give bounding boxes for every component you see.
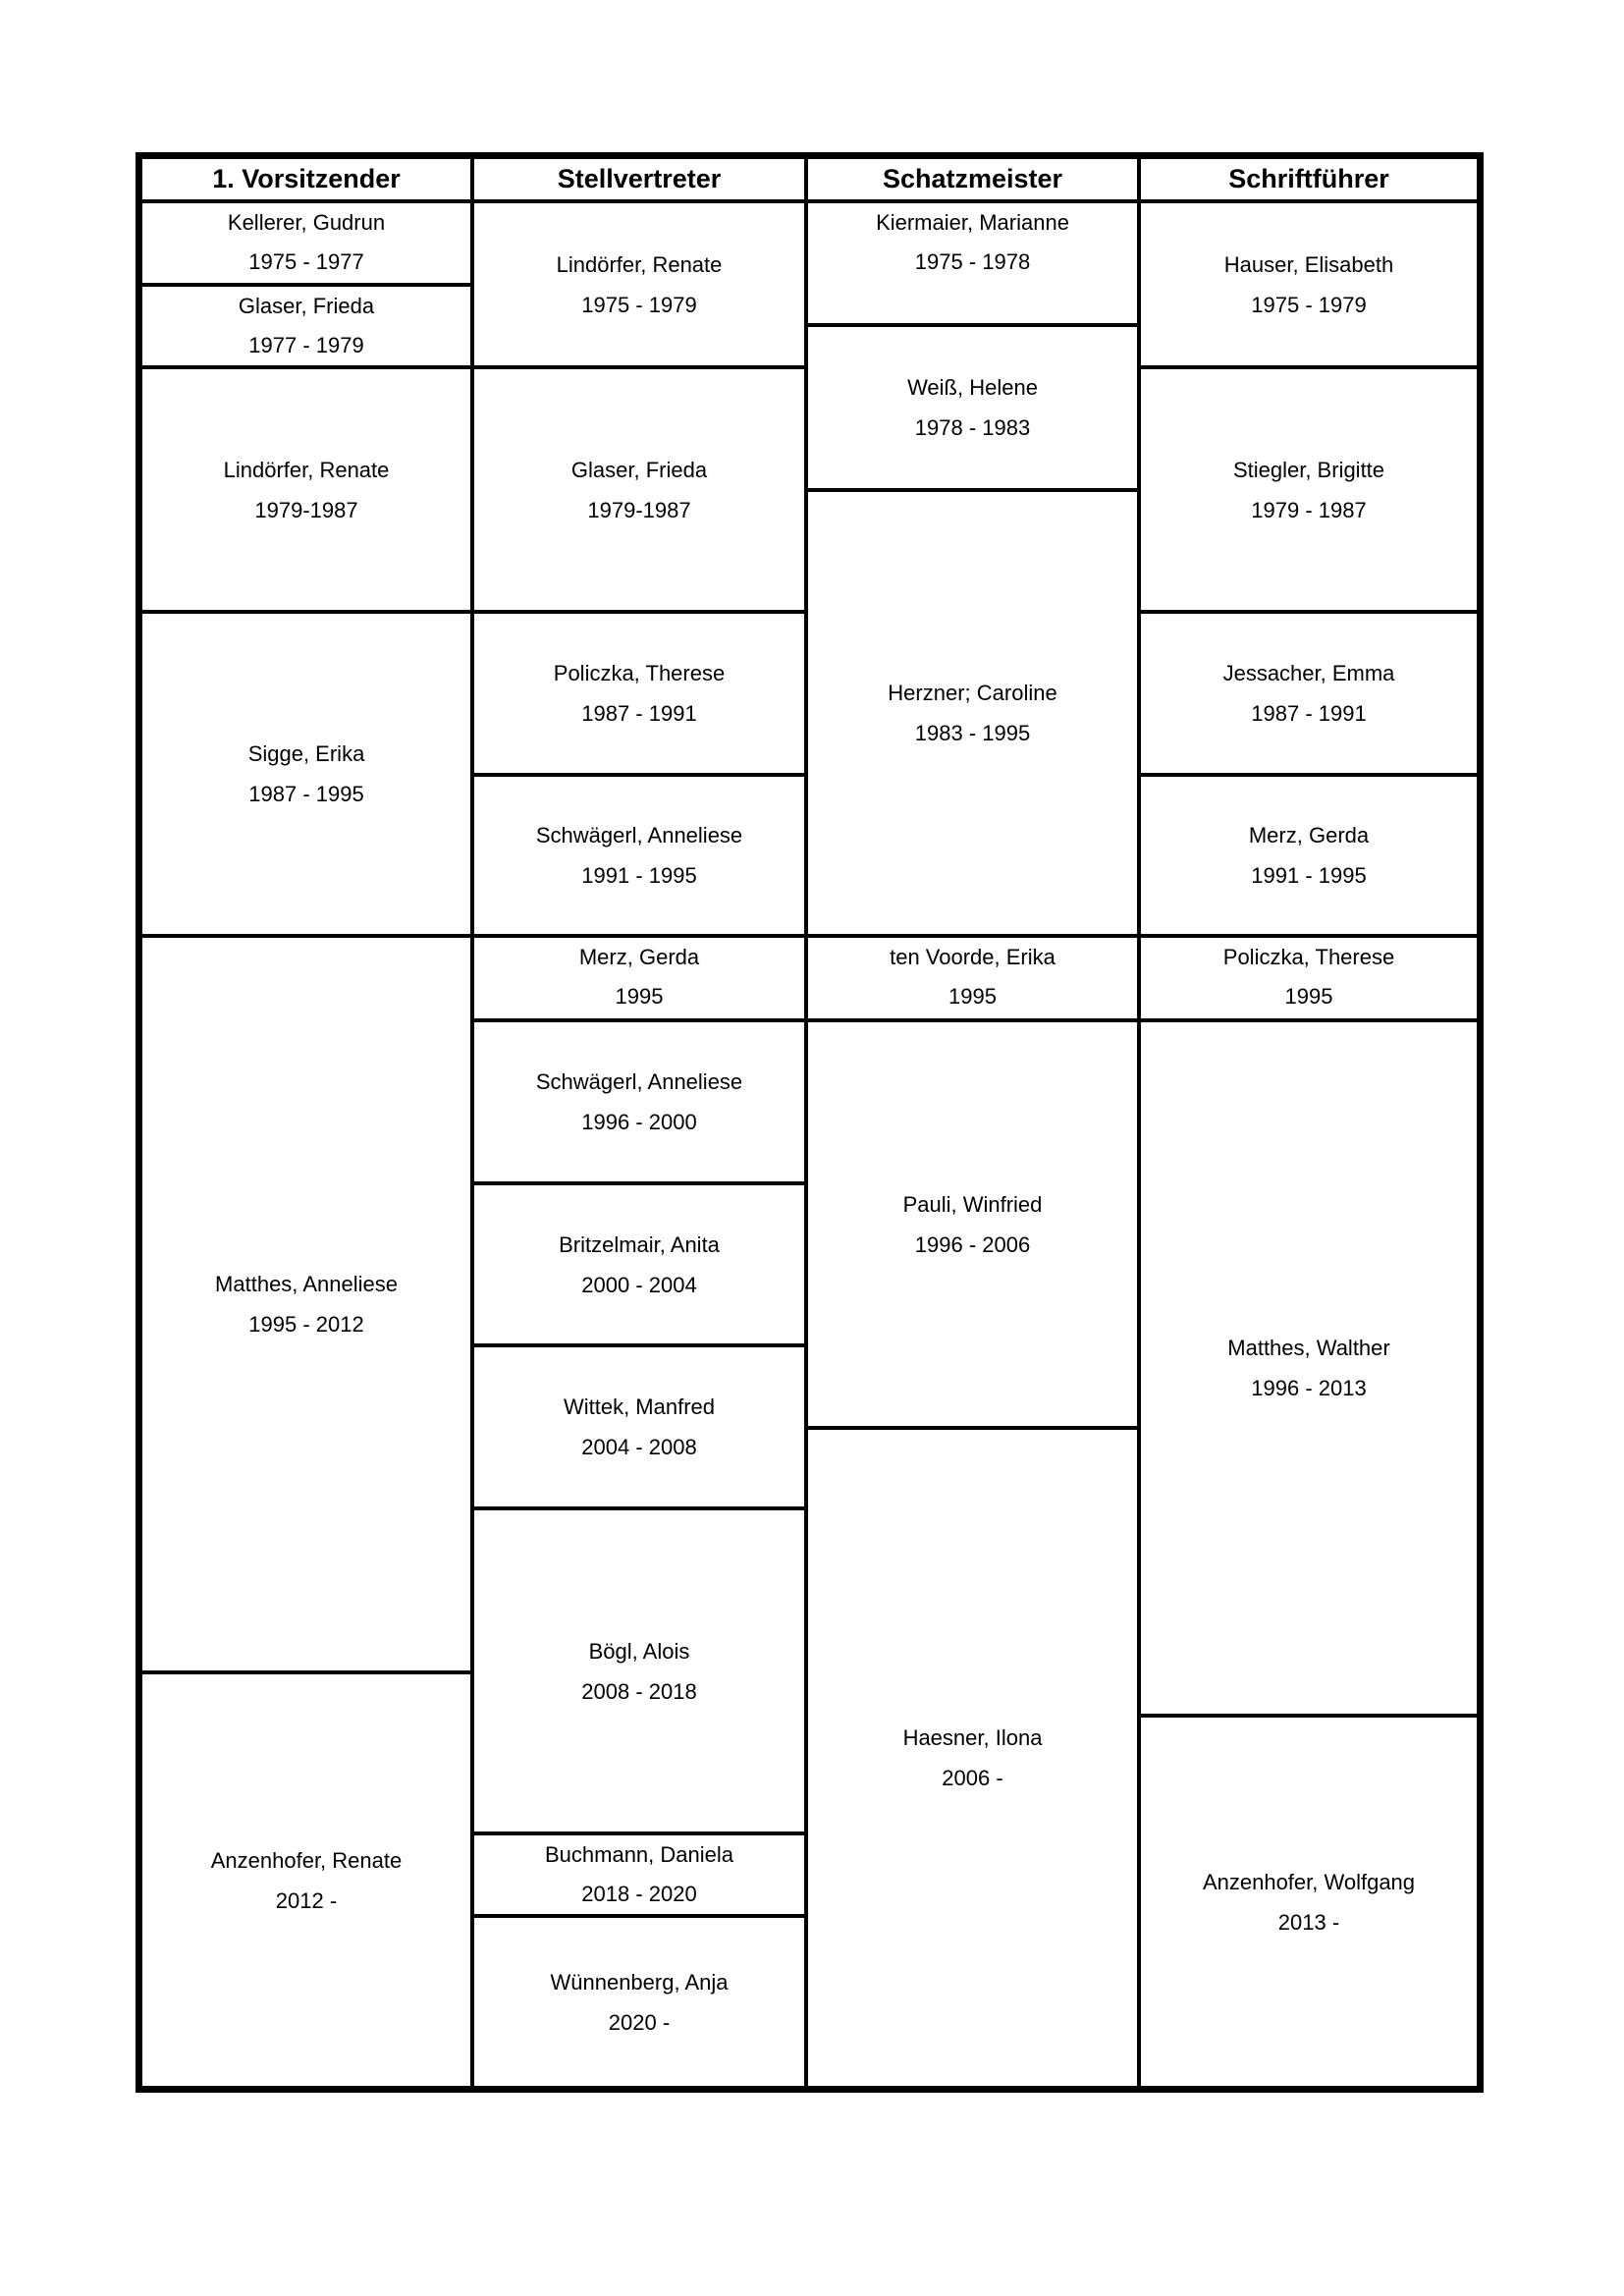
term-years: 1975 - 1977 xyxy=(248,249,364,274)
officer-cell xyxy=(804,488,1141,938)
officer-name: Kellerer, Gudrun xyxy=(227,210,386,235)
term-years: 2008 - 2018 xyxy=(581,1678,697,1704)
header-vorsitzender: 1. Vorsitzender xyxy=(138,155,474,203)
term-years: 1978 - 1983 xyxy=(914,415,1031,440)
term-years: 2006 - xyxy=(942,1766,1003,1790)
officer-name: Buchmann, Daniela xyxy=(544,1842,733,1867)
officer-cell xyxy=(1137,365,1481,614)
officer-name: ten Voorde, Erika xyxy=(890,945,1056,969)
term-years: 1991 - 1995 xyxy=(581,863,697,888)
officer-name: Schwägerl, Anneliese xyxy=(535,823,743,847)
officer-cell xyxy=(804,199,1141,327)
officer-cell xyxy=(804,323,1141,492)
officer-cell xyxy=(804,1426,1141,2090)
officer-cell xyxy=(138,199,474,287)
officer-name: Lindörfer, Renate xyxy=(223,457,390,482)
officer-cell xyxy=(138,365,474,614)
officer-name: Herzner; Caroline xyxy=(888,681,1057,705)
term-years: 1995 xyxy=(615,984,664,1009)
term-years: 2020 - xyxy=(608,2009,671,2035)
officer-name: Haesner, Ilona xyxy=(902,1725,1043,1750)
officer-name: Kiermaier, Marianne xyxy=(876,210,1069,235)
term-years: 1996 - 2013 xyxy=(1251,1376,1367,1400)
header-stellvertreter: Stellvertreter xyxy=(470,155,808,203)
term-years: 1995 xyxy=(948,984,997,1009)
officer-cell xyxy=(470,365,808,614)
officer-name: Glaser, Frieda xyxy=(570,457,708,482)
officer-cell xyxy=(138,1670,474,2090)
term-years: 1995 xyxy=(1284,984,1333,1009)
officer-name: Jessacher, Emma xyxy=(1222,661,1395,685)
term-years: 2004 - 2008 xyxy=(581,1435,697,1459)
officer-name: Wünnenberg, Anja xyxy=(550,1969,729,1995)
officer-cell xyxy=(138,610,474,938)
officer-cell xyxy=(470,1914,808,2090)
officer-cell xyxy=(470,1018,808,1185)
officer-cell xyxy=(470,1343,808,1510)
officer-name: Glaser, Frieda xyxy=(238,294,375,318)
term-years: 2012 - xyxy=(275,1887,338,1913)
officer-name: Wittek, Manfred xyxy=(563,1394,716,1419)
officer-name: Policzka, Therese xyxy=(553,661,726,685)
term-years: 1983 - 1995 xyxy=(914,721,1031,745)
officer-cell xyxy=(1137,610,1481,777)
officer-cell xyxy=(470,773,808,938)
officer-cell xyxy=(470,1181,808,1347)
term-years: 2000 - 2004 xyxy=(581,1272,697,1297)
term-years: 1996 - 2006 xyxy=(914,1231,1031,1257)
term-years: 1975 - 1978 xyxy=(914,249,1031,274)
officer-name: Merz, Gerda xyxy=(578,945,700,969)
officer-cell xyxy=(138,934,474,1674)
term-years: 1991 - 1995 xyxy=(1251,863,1367,888)
term-years: 1979-1987 xyxy=(587,497,691,522)
term-years: 1987 - 1991 xyxy=(1251,701,1367,726)
officer-name: Stiegler, Brigitte xyxy=(1232,457,1385,482)
officer-cell xyxy=(138,283,474,369)
officer-name: Sigge, Erika xyxy=(247,741,365,766)
term-years: 2018 - 2020 xyxy=(581,1882,697,1906)
officer-name: Anzenhofer, Wolfgang xyxy=(1202,1869,1416,1894)
officer-cell xyxy=(1137,773,1481,938)
header-schatzmeister: Schatzmeister xyxy=(804,155,1141,203)
term-years: 1987 - 1991 xyxy=(581,701,697,726)
officer-cell xyxy=(470,1831,808,1918)
officer-name: Weiß, Helene xyxy=(907,375,1038,400)
term-years: 1979-1987 xyxy=(254,497,358,522)
officer-name: Hauser, Elisabeth xyxy=(1223,251,1394,277)
officer-name: Matthes, Walther xyxy=(1227,1336,1390,1360)
officer-name: Anzenhofer, Renate xyxy=(210,1847,403,1873)
term-years: 1979 - 1987 xyxy=(1251,497,1367,522)
officer-name: Britzelmair, Anita xyxy=(559,1231,720,1257)
term-years: 1975 - 1979 xyxy=(1251,292,1367,317)
officer-cell xyxy=(470,199,808,369)
officer-cell xyxy=(470,934,808,1022)
term-years: 2013 - xyxy=(1277,1909,1340,1935)
officer-name: Pauli, Winfried xyxy=(902,1191,1043,1217)
term-years: 1996 - 2000 xyxy=(581,1110,697,1134)
officer-name: Merz, Gerda xyxy=(1248,823,1370,847)
officer-name: Policzka, Therese xyxy=(1222,945,1395,969)
term-years: 1995 - 2012 xyxy=(248,1312,364,1337)
officer-name: Bögl, Alois xyxy=(588,1638,690,1664)
officer-cell xyxy=(1137,934,1481,1022)
officer-cell xyxy=(470,610,808,777)
officer-cell xyxy=(804,1018,1141,1430)
officer-name: Lindörfer, Renate xyxy=(556,251,723,277)
term-years: 1987 - 1995 xyxy=(248,782,364,806)
officer-cell xyxy=(1137,1714,1481,2090)
officer-cell xyxy=(1137,1018,1481,1718)
header-schriftfuehrer: Schriftführer xyxy=(1137,155,1481,203)
term-years: 1975 - 1979 xyxy=(581,292,697,317)
officer-cell xyxy=(1137,199,1481,369)
officer-cell xyxy=(470,1506,808,1835)
officer-name: Schwägerl, Anneliese xyxy=(535,1069,743,1094)
officer-cell xyxy=(804,934,1141,1022)
term-years: 1977 - 1979 xyxy=(248,333,364,357)
officer-name: Matthes, Anneliese xyxy=(215,1272,398,1296)
